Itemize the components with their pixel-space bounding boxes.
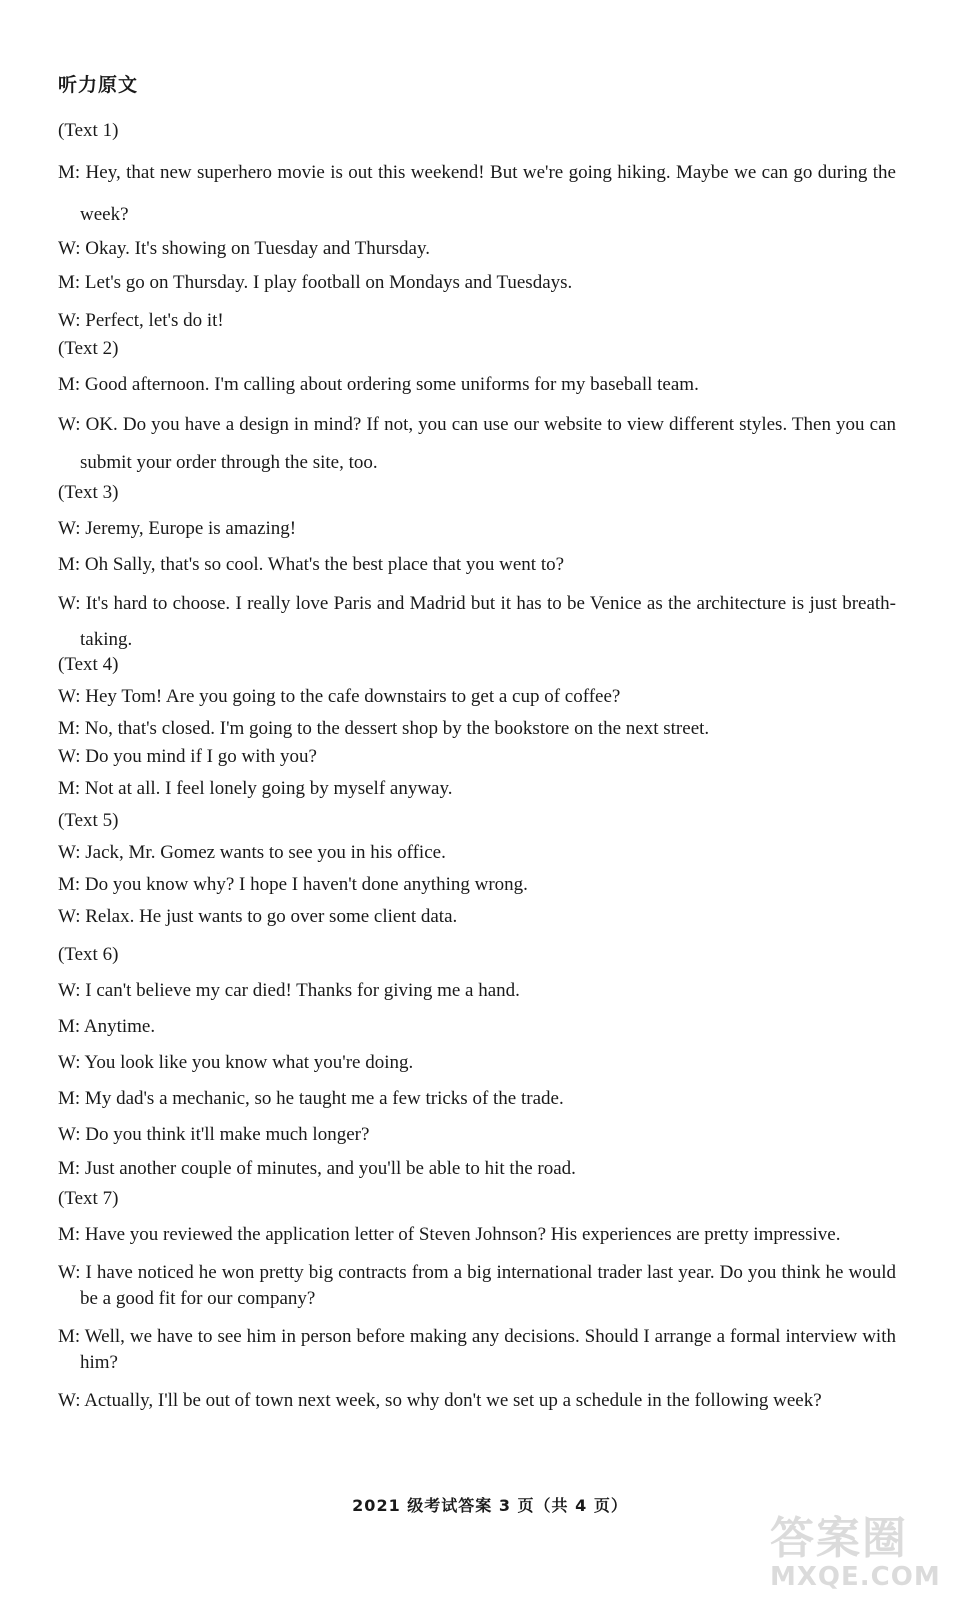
text-label: (Text 3) <box>58 482 119 503</box>
text-section-2 <box>58 336 896 482</box>
text-section-3 <box>58 480 896 658</box>
dialogue-line: W: Okay. It's showing on Tuesday and Thursday. <box>58 238 430 259</box>
text-label: (Text 2) <box>58 338 119 359</box>
text-label: (Text 4) <box>58 654 119 675</box>
dialogue-line: M: No, that's closed. I'm going to the dessert shop by the bookstore on the next street. <box>58 718 710 739</box>
dialogue-line: M: My dad's a mechanic, so he taught me a few tricks of the trade. <box>58 1088 564 1109</box>
dialogue-line: M: Good afternoon. I'm calling about ordering some uniforms for my baseball team. <box>58 374 699 395</box>
dialogue-line: W: Perfect, let's do it! <box>58 310 224 331</box>
dialogue-line: M: Not at all. I feel lonely going by myself anyway. <box>58 778 453 799</box>
dialogue-line: W: I have noticed he won pretty big contracts from a big international trader last year. Do you think he would be a good fit for our company? <box>58 1262 896 1309</box>
dialogue-line: M: Do you know why? I hope I haven't done anything wrong. <box>58 874 528 895</box>
dialogue-line: W: Do you think it'll make much longer? <box>58 1124 370 1145</box>
dialogue-line: M: Let's go on Thursday. I play football on Mondays and Tuesdays. <box>58 272 573 293</box>
page-footer: 2021 级考试答案 3 页（共 4 页） <box>352 1496 628 1515</box>
text-section-6 <box>58 942 896 1182</box>
dialogue-line: W: Do you mind if I go with you? <box>58 746 317 767</box>
dialogue-line: W: Jeremy, Europe is amazing! <box>58 518 297 539</box>
dialogue-line: W: Actually, I'll be out of town next week, so why don't we set up a schedule in the following week? <box>58 1390 822 1411</box>
dialogue-line: W: It's hard to choose. I really love Paris and Madrid but it has to be Venice as the architecture is just breath-taking. <box>58 593 896 650</box>
dialogue-line: M: Have you reviewed the application letter of Steven Johnson? His experiences are pretty impressive. <box>58 1224 841 1245</box>
watermark-logo <box>770 1502 960 1592</box>
text-label: (Text 6) <box>58 944 119 965</box>
dialogue-line: M: Oh Sally, that's so cool. What's the best place that you went to? <box>58 554 565 575</box>
dialogue-line: W: OK. Do you have a design in mind? If not, you can use our website to view different styles. Then you can submit your order through the site, too. <box>58 414 896 473</box>
text-section-5 <box>58 808 896 930</box>
dialogue-line: M: Well, we have to see him in person before making any decisions. Should I arrange a formal interview with him? <box>58 1326 896 1373</box>
text-section-7 <box>58 1186 896 1414</box>
page-heading: 听力原文 <box>58 74 139 96</box>
dialogue-line: M: Anytime. <box>58 1016 156 1037</box>
dialogue-line: W: Jack, Mr. Gomez wants to see you in his office. <box>58 842 446 863</box>
text-section-4 <box>58 652 896 802</box>
text-label: (Text 5) <box>58 810 119 831</box>
dialogue-line: M: Hey, that new superhero movie is out this weekend! But we're going hiking. Maybe we can go during the week? <box>58 162 896 225</box>
dialogue-line: W: I can't believe my car died! Thanks for giving me a hand. <box>58 980 520 1001</box>
watermark-logo-text: 答案圈 <box>770 1513 908 1564</box>
text-section-1 <box>58 118 896 334</box>
dialogue-line: W: You look like you know what you're doing. <box>58 1052 414 1073</box>
text-label: (Text 1) <box>58 120 119 141</box>
dialogue-line: W: Relax. He just wants to go over some client data. <box>58 906 458 927</box>
dialogue-line: M: Just another couple of minutes, and you'll be able to hit the road. <box>58 1158 576 1179</box>
dialogue-line: W: Hey Tom! Are you going to the cafe downstairs to get a cup of coffee? <box>58 686 621 707</box>
watermark-url: MXQE.COM <box>770 1562 941 1592</box>
text-label: (Text 7) <box>58 1188 119 1209</box>
